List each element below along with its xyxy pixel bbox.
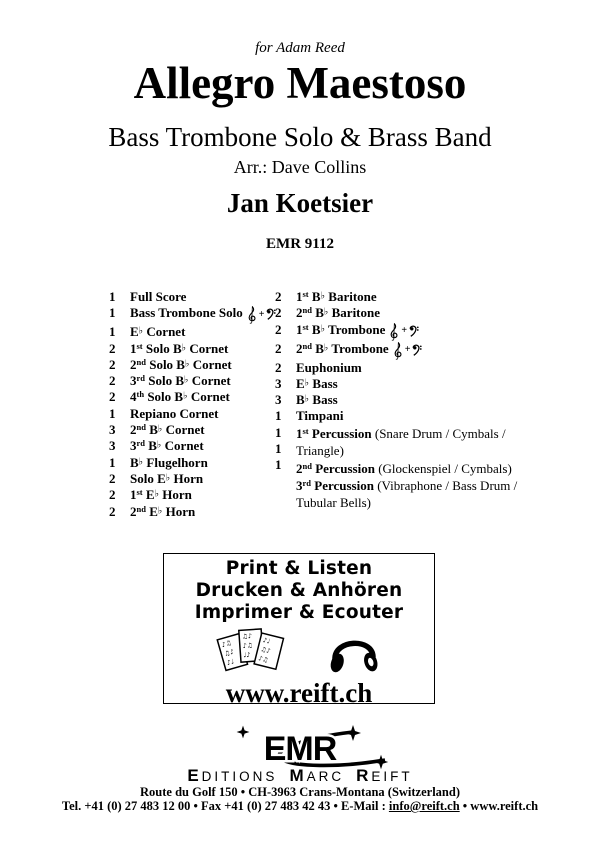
instrument-name: E♭ Cornet xyxy=(130,324,186,340)
svg-text:♩♪: ♩♪ xyxy=(243,650,251,660)
print-listen-icons xyxy=(164,626,434,680)
email-link[interactable]: info@reift.ch xyxy=(388,799,460,813)
quantity: 2 xyxy=(275,321,282,337)
page-title: Allegro Maestoso xyxy=(133,58,467,108)
quantity: 2 xyxy=(109,470,116,486)
quantity: 1 xyxy=(109,324,116,340)
percussion-detail: (Snare Drum / Cymbals / Triangle) xyxy=(296,425,506,459)
publisher-word: MARC xyxy=(289,766,345,785)
instrument-row xyxy=(109,357,275,373)
headphones-icon xyxy=(325,628,383,678)
instrument-row xyxy=(275,376,525,392)
instrument-row xyxy=(275,360,525,376)
catalog-number: EMR 9112 xyxy=(266,236,334,252)
percussion-quantities xyxy=(275,425,296,512)
bass-clef-icon xyxy=(409,325,420,338)
instrument-name: 1st B♭ Trombone xyxy=(296,321,386,337)
svg-text:♪♫: ♪♫ xyxy=(257,654,270,665)
instrument-name: 1st B♭ Baritone xyxy=(296,289,377,304)
contact-info: Tel. +41 (0) 27 483 12 00 • Fax +41 (0) 27 483 42 43 • E-Mail : xyxy=(61,799,389,813)
percussion-block xyxy=(275,425,525,512)
print-listen-line-de: Drucken & Anhören xyxy=(195,580,403,601)
instrument-name: Euphonium xyxy=(296,359,362,375)
quantity: 1 xyxy=(109,305,116,321)
instrumentation-left-column xyxy=(109,289,275,520)
quantity: 1 xyxy=(109,454,116,470)
quantity: 2 xyxy=(109,389,116,405)
instrument-row xyxy=(275,408,525,424)
instrument-name: Repiano Cornet xyxy=(130,405,219,421)
instrument-row xyxy=(109,341,275,357)
clef-icons xyxy=(389,322,420,341)
treble-clef-icon xyxy=(247,305,257,324)
treble-clef-icon xyxy=(393,341,403,360)
quantity: 2 xyxy=(109,487,116,503)
instrument-name: 4th Solo B♭ Cornet xyxy=(130,389,230,405)
instrumentation-right-column xyxy=(275,289,525,520)
instrument-name: E♭ Bass xyxy=(296,375,338,391)
instrument-row xyxy=(109,305,275,324)
instrument-row: 2nd Percussion (Glockenspiel / Cymbals) xyxy=(296,460,512,476)
instrument-row: 1st Percussion (Snare Drum / Cymbals / Triangle) xyxy=(296,425,506,459)
instrument-row xyxy=(109,471,275,487)
quantity: 2 xyxy=(275,359,282,375)
instrument-name: Solo E♭ Horn xyxy=(130,470,204,486)
quantity: 2 xyxy=(275,305,282,321)
emr-logo-text: EMR xyxy=(263,730,337,768)
quantity: 3 xyxy=(109,438,116,454)
instrument-name: 2nd B♭ Baritone xyxy=(296,305,381,321)
instrument-name: Full Score xyxy=(130,289,187,304)
print-listen-box xyxy=(163,553,435,708)
instrument-name: 2nd B♭ Cornet xyxy=(130,422,205,438)
composer-name: Jan Koetsier xyxy=(226,188,374,218)
instrument-row xyxy=(109,504,275,520)
instrumentation-list xyxy=(109,289,525,520)
instrument-row xyxy=(109,406,275,422)
quantity: 1 xyxy=(275,424,282,440)
clef-icons xyxy=(247,305,278,324)
instrument-name: 1st E♭ Horn xyxy=(130,487,192,503)
quantity: 2 xyxy=(109,356,116,372)
instrument-row xyxy=(275,392,525,408)
instrument-row xyxy=(109,373,275,389)
svg-text:♪♩: ♪♩ xyxy=(225,657,235,668)
quantity: 1 xyxy=(275,408,282,424)
address-line-2 xyxy=(0,799,600,813)
subtitle: Bass Trombone Solo & Brass Band xyxy=(108,122,492,152)
instrument-row xyxy=(275,341,525,360)
dedication: for Adam Reed xyxy=(255,40,345,56)
quantity: 2 xyxy=(109,373,116,389)
instrument-name: 3rd B♭ Cornet xyxy=(130,438,204,454)
website-text: • www.reift.ch xyxy=(459,799,539,813)
quantity: 2 xyxy=(275,340,282,356)
instrument-row xyxy=(275,322,525,341)
svg-text:♫♪: ♫♪ xyxy=(241,631,253,641)
instrument-name: 2nd Solo B♭ Cornet xyxy=(130,356,232,372)
instrument-name: Bass Trombone Solo xyxy=(130,305,243,321)
svg-text:♫♪: ♫♪ xyxy=(259,645,272,656)
sheet-music-pages-icon xyxy=(215,625,289,681)
publisher-name xyxy=(0,768,600,785)
quantity: 3 xyxy=(109,422,116,438)
emr-logo-graphic xyxy=(205,724,395,770)
instrument-row xyxy=(109,455,275,471)
clef-icons xyxy=(393,341,424,360)
instrument-name: B♭ Flugelhorn xyxy=(130,454,208,470)
percussion-labels xyxy=(296,425,524,512)
svg-text:♪♫: ♪♫ xyxy=(242,641,253,650)
instrument-row xyxy=(109,422,275,438)
instrument-row xyxy=(275,305,525,321)
instrument-row xyxy=(109,438,275,454)
instrument-row xyxy=(275,289,525,305)
svg-text:♪♫: ♪♫ xyxy=(220,638,233,650)
instrument-row: 3rd Percussion (Vibraphone / Bass Drum / Tubular Bells) xyxy=(296,478,518,511)
plus-sign: + xyxy=(401,324,408,336)
print-listen-lines xyxy=(164,558,434,624)
svg-text:♪♩: ♪♩ xyxy=(261,636,271,646)
quantity: 3 xyxy=(275,375,282,391)
svg-text:♫♪: ♫♪ xyxy=(223,647,236,659)
publisher-word: EDITIONS xyxy=(187,766,278,785)
instrument-name: 2nd E♭ Horn xyxy=(130,503,196,519)
instrument-row xyxy=(109,487,275,503)
plus-sign: + xyxy=(404,343,411,355)
instrument-row xyxy=(109,324,275,340)
print-listen-line-fr: Imprimer & Ecouter xyxy=(194,602,404,623)
publisher-word: REIFT xyxy=(356,766,413,785)
quantity: 1 xyxy=(275,441,282,457)
print-listen-line-en: Print & Listen xyxy=(225,558,373,579)
instrument-name: 1st Solo B♭ Cornet xyxy=(130,340,229,356)
address-line-1: Route du Golf 150 • CH-3963 Crans-Montana (Switzerland) xyxy=(140,785,460,799)
quantity: 1 xyxy=(109,289,116,304)
instrument-name: Timpani xyxy=(296,408,344,424)
website-url: www.reift.ch xyxy=(225,678,373,708)
instrument-row xyxy=(109,289,275,305)
quantity: 2 xyxy=(109,340,116,356)
percussion-detail: (Vibraphone / Bass Drum / Tubular Bells) xyxy=(296,478,518,511)
bass-clef-icon xyxy=(412,344,423,357)
quantity: 1 xyxy=(109,405,116,421)
percussion-detail: (Glockenspiel / Cymbals) xyxy=(374,460,512,476)
instrument-name: B♭ Bass xyxy=(296,392,338,408)
treble-clef-icon xyxy=(389,322,399,341)
quantity: 2 xyxy=(275,289,282,304)
quantity: 2 xyxy=(109,503,116,519)
quantity: 1 xyxy=(275,457,282,473)
plus-sign: + xyxy=(258,308,265,320)
instrument-name: 3rd Solo B♭ Cornet xyxy=(130,373,231,389)
instrument-row xyxy=(109,389,275,405)
quantity: 3 xyxy=(275,392,282,408)
arranger-line: Arr.: Dave Collins xyxy=(233,157,367,177)
instrument-name: 2nd B♭ Trombone xyxy=(296,340,389,356)
